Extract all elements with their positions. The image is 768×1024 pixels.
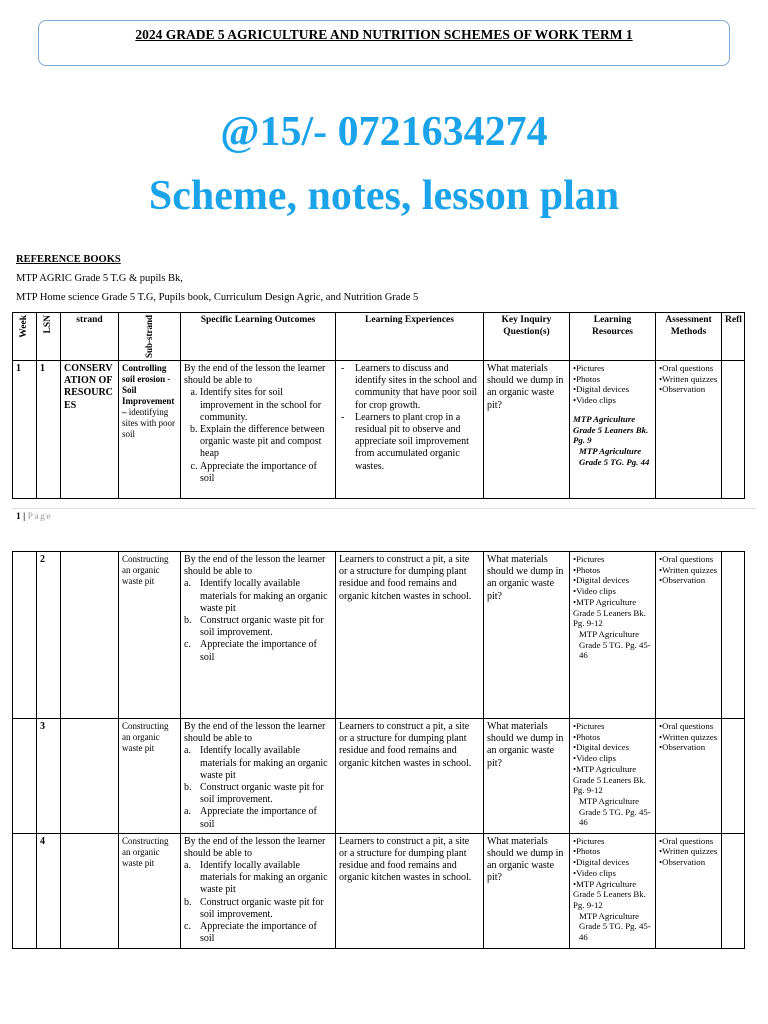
assessment-cell: [656, 719, 722, 834]
outcome-marker: a.: [184, 745, 191, 757]
resource-item: • Video clips: [573, 395, 652, 406]
outcomes-cell: [181, 361, 336, 499]
outcome-item: [184, 578, 332, 615]
col-experiences: Learning Experiences: [336, 313, 484, 361]
outcome-text: Appreciate the importance of soil: [200, 921, 317, 945]
sub-strand-cell: [119, 361, 181, 499]
col-week: Week: [18, 315, 29, 338]
outcome-item: [184, 782, 332, 806]
table-row: [13, 833, 745, 948]
resource-item: • Digital devices: [573, 857, 652, 868]
assessment-item: • Written quizzes: [659, 565, 718, 576]
resource-item: • Pictures: [573, 363, 652, 374]
outcome-text: Identify locally available materials for making an organic waste pit: [200, 745, 328, 781]
col-lsn: LSN: [42, 315, 53, 334]
sub-strand-rest: identifying sites with poor soil: [122, 406, 175, 439]
table-row: [13, 361, 745, 499]
outcome-item: [184, 921, 332, 945]
outcome-item: [184, 615, 332, 639]
resource-item: • Digital devices: [573, 575, 652, 586]
resource-item: • Pictures: [573, 836, 652, 847]
resource-ref: MTP Agriculture Grade 5 TG. Pg. 45-46: [579, 910, 651, 943]
col-inquiry: Key Inquiry Question(s): [484, 313, 570, 361]
strand-cell: [61, 552, 119, 719]
week-cell: [13, 833, 37, 948]
refl-cell: [722, 552, 745, 719]
refl-cell: [722, 361, 745, 499]
assessment-item: • Oral questions: [659, 554, 718, 565]
inquiry-cell: What materials should we dump in an organic waste pit?: [484, 833, 570, 948]
outcome-marker: c.: [184, 639, 191, 651]
experience-item: - Learners to discuss and identify sites in the school and community that have poor soil for crop growth.: [355, 363, 480, 412]
assessment-item: • Written quizzes: [659, 732, 718, 743]
strand-cell: [61, 833, 119, 948]
outcome-marker: a.: [184, 806, 191, 818]
inquiry-cell: What materials should we dump in an organic waste pit?: [484, 719, 570, 834]
col-sub-strand: Sub-strand: [144, 315, 155, 359]
outcome-text: Construct organic waste pit for soil improvement.: [200, 614, 324, 639]
outcome-item: [184, 897, 332, 921]
reference-line: MTP Home science Grade 5 T.G, Pupils book, Curriculum Design Agric, and Nutrition Grade 5: [16, 292, 419, 303]
page-number: 1 |: [16, 512, 26, 522]
col-assessment: Assessment Methods: [656, 313, 722, 361]
outcomes-cell: [181, 719, 336, 834]
refl-cell: [722, 719, 745, 834]
lsn-cell: 3: [37, 719, 61, 834]
outcome-text: Identify locally available materials for making an organic waste pit: [200, 578, 328, 614]
outcome-item: [184, 806, 332, 830]
resource-item: • Photos: [573, 565, 652, 576]
col-strand: strand: [61, 313, 119, 361]
week-cell: 1: [13, 361, 37, 499]
lsn-cell: 4: [37, 833, 61, 948]
outcomes-cell: [181, 833, 336, 948]
strand-cell: CONSERVATION OF RESOURCES: [61, 361, 119, 499]
outcomes-cell: [181, 552, 336, 719]
assessment-item: • Observation: [659, 575, 718, 586]
outcome-text: Construct organic waste pit for soil improvement.: [200, 896, 324, 920]
outcome-marker: b.: [184, 614, 192, 626]
outcome-item: [184, 745, 332, 782]
outcome-text: Construct organic waste pit for soil improvement.: [200, 781, 324, 806]
outcome-marker: a.: [184, 860, 191, 872]
table-header-row: [13, 313, 745, 361]
col-resources: Learning Resources: [570, 313, 656, 361]
week-cell: [13, 719, 37, 834]
outcome-marker: c.: [184, 921, 191, 932]
outcome-intro: By the end of the lesson the learner should be able to: [184, 721, 326, 745]
outcome-intro: By the end of the lesson the learner should be able to: [184, 363, 326, 387]
outcome-marker: a.: [184, 578, 191, 590]
lsn-cell: 1: [37, 361, 61, 499]
col-refl: Refl: [722, 313, 745, 361]
outcome-marker: b.: [184, 896, 192, 908]
assessment-item: • Observation: [659, 857, 718, 868]
assessment-cell: [656, 552, 722, 719]
resource-item: • Photos: [573, 374, 652, 385]
outcome-intro: By the end of the lesson the learner should be able to: [184, 835, 326, 859]
resources-cell: [570, 833, 656, 948]
strand-cell: [61, 719, 119, 834]
outcome-item: a. Identify sites for soil improvement in the school for community.: [200, 387, 332, 424]
resource-item: • Video clips: [573, 753, 652, 764]
resources-cell: [570, 552, 656, 719]
experience-item: - Learners to plant crop in a residual pit to observe and appreciate soil improvement from accumulated organic wastes.: [355, 412, 480, 473]
outcome-text: Appreciate the importance of soil: [200, 806, 317, 830]
assessment-item: • Oral questions: [659, 721, 718, 732]
outcome-intro: By the end of the lesson the learner should be able to: [184, 554, 326, 578]
page-divider: [12, 508, 756, 509]
resource-item: • Pictures: [573, 721, 652, 732]
reference-line: MTP AGRIC Grade 5 T.G & pupils Bk,: [16, 273, 183, 284]
experiences-cell: Learners to construct a pit, a site or a structure for dumping plant residue and food remains and organic kitchen wastes in school.: [336, 552, 484, 719]
outcome-item: b. Explain the difference between organic waste pit and compost heap: [200, 424, 332, 461]
scheme-table-page1: [12, 312, 745, 499]
assessment-item: • Oral questions: [659, 363, 718, 374]
resource-item: • Video clips: [573, 586, 652, 597]
page-footer: [16, 512, 52, 522]
refl-cell: [722, 833, 745, 948]
experiences-cell: [336, 361, 484, 499]
resource-item: • MTP Agriculture Grade 5 Leaners Bk. Pg. 9-12: [573, 879, 652, 911]
sub-strand-bold: Controlling soil erosion -Soil Improvement –: [122, 363, 175, 417]
outcome-item: [184, 860, 332, 897]
sub-strand-cell: Constructing an organic waste pit: [119, 719, 181, 834]
assessment-item: • Written quizzes: [659, 846, 718, 857]
assessment-cell: [656, 361, 722, 499]
lsn-cell: 2: [37, 552, 61, 719]
resource-item: • Video clips: [573, 868, 652, 879]
resource-item: • Digital devices: [573, 742, 652, 753]
promo-phone: @15/- 0721634274: [220, 109, 548, 155]
outcome-text: Identify locally available materials for making an organic waste pit: [200, 860, 328, 896]
inquiry-cell: What materials should we dump in an organic waste pit?: [484, 552, 570, 719]
resource-ref: MTP Agriculture Grade 5 TG. Pg. 45-46: [579, 629, 651, 661]
page-label: Page: [27, 512, 53, 522]
promo-tagline: Scheme, notes, lesson plan: [148, 173, 620, 219]
inquiry-cell: What materials should we dump in an organic waste pit?: [484, 361, 570, 499]
resource-item: • MTP Agriculture Grade 5 Leaners Bk. Pg. 9-12: [573, 764, 652, 796]
outcome-marker: b.: [184, 781, 192, 793]
assessment-item: • Observation: [659, 742, 718, 753]
outcome-item: c. Appreciate the importance of soil: [200, 461, 332, 485]
outcome-item: [184, 639, 332, 663]
assessment-item: • Observation: [659, 384, 718, 395]
table-row: [13, 552, 745, 719]
resource-item: • MTP Agriculture Grade 5 Leaners Bk. Pg. 9-12: [573, 597, 652, 629]
resource-item: • Digital devices: [573, 384, 652, 395]
assessment-cell: [656, 833, 722, 948]
outcome-text: Appreciate the importance of soil: [200, 639, 317, 663]
reference-books: [16, 254, 418, 311]
reference-heading: REFERENCE BOOKS: [16, 254, 121, 265]
resources-cell: [570, 361, 656, 499]
resource-ref: MTP Agriculture Grade 5 Leaners Bk. Pg. 9: [573, 413, 649, 446]
sub-strand-cell: Constructing an organic waste pit: [119, 552, 181, 719]
resource-ref: MTP Agriculture Grade 5 TG. Pg. 44: [579, 446, 650, 467]
week-cell: [13, 552, 37, 719]
resource-item: • Photos: [573, 846, 652, 857]
assessment-item: • Oral questions: [659, 836, 718, 847]
resource-item: • Pictures: [573, 554, 652, 565]
table-row: [13, 719, 745, 834]
experiences-cell: Learners to construct a pit, a site or a structure for dumping plant residue and food remains and organic kitchen wastes in school.: [336, 833, 484, 948]
resource-item: • Photos: [573, 732, 652, 743]
experiences-cell: Learners to construct a pit, a site or a structure for dumping plant residue and food remains and organic kitchen wastes in school.: [336, 719, 484, 834]
assessment-item: • Written quizzes: [659, 374, 718, 385]
resource-ref: MTP Agriculture Grade 5 TG. Pg. 45-46: [579, 796, 651, 828]
scheme-table-page2: [12, 551, 745, 949]
document-title: 2024 GRADE 5 AGRICULTURE AND NUTRITION SCHEMES OF WORK TERM 1: [135, 27, 633, 42]
document-title-box: [38, 20, 730, 66]
col-outcomes: Specific Learning Outcomes: [181, 313, 336, 361]
sub-strand-cell: Constructing an organic waste pit: [119, 833, 181, 948]
resources-cell: [570, 719, 656, 834]
